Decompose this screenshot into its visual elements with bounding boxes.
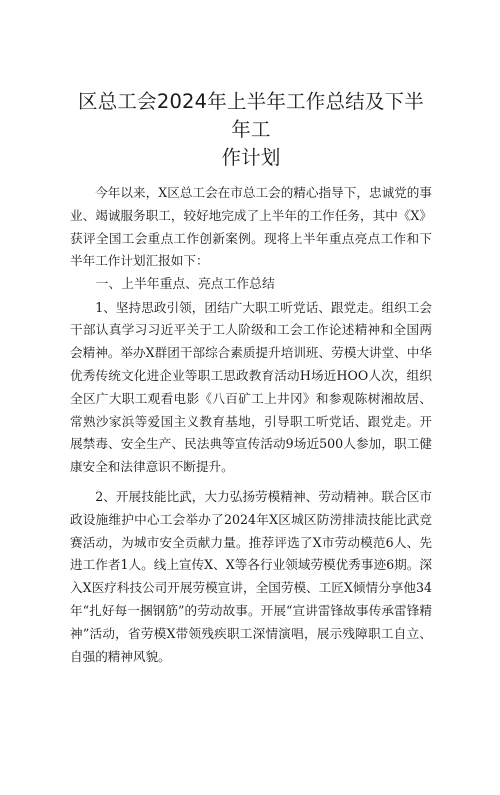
document-page bbox=[0, 88, 500, 795]
paragraph-gap bbox=[70, 479, 432, 486]
title-line-2: 作计划 bbox=[221, 146, 281, 169]
section-heading-1: 一、上半年重点、亮点工作总结 bbox=[95, 277, 275, 293]
intro-paragraph: 今年以来，X区总工会在市总工会的精心指导下，忠诚党的事业、竭诚服务职工，较好地完成了上半年的工作任务，其中《X》获评全国工会重点工作创新案例。现将上半年重点亮点工作和下半年工作计划汇报如下： bbox=[70, 185, 432, 269]
paragraph-item-1: 1、坚持思政引领，团结广大职工听党话、跟党走。组织工会干部认真学习习近平关于工人阶级和工会工作论述精神和全国两会精神。举办X群团干部综合素质提升培训班、劳模大讲堂、中华优秀传统文化进企业等职工思政教育活动H场近HOO人次，组织全区广大职工观看电影《八百矿工上井冈》和参观陈树湘故居、常熟沙家浜等爱国主义教育基地，引导职工听党话、跟党走。开展禁毒、安全生产、民法典等宣传活动9场近500人参加，职工健康安全和法律意识不断提升。 bbox=[70, 299, 432, 475]
title-line-1: 区总工会2024年上半年工作总结及下半年工 bbox=[78, 90, 424, 141]
paragraph-item-2: 2、开展技能比武，大力弘扬劳模精神、劳动精神。联合区市政设施维护中心工会举办了2024年X区城区防涝排渍技能比武竞赛活动，为城市安全贡献力量。推荐评选了X市劳动模范6人、先进工作者1人。线上宣传X、X等各行业领域劳模优秀事迹6期。深入X医疗科技公司开展劳模宣讲，全国劳模、工匠X倾情分享他34年“扎好每一捆钢筋”的劳动故事。开展“宣讲雷锋故事传承雷锋精神”活动，省劳模X带领残疾职工深情演唱，展示残障职工自立、自强的精神风貌。 bbox=[70, 489, 432, 664]
document-body bbox=[70, 182, 432, 668]
document-title bbox=[70, 88, 432, 172]
